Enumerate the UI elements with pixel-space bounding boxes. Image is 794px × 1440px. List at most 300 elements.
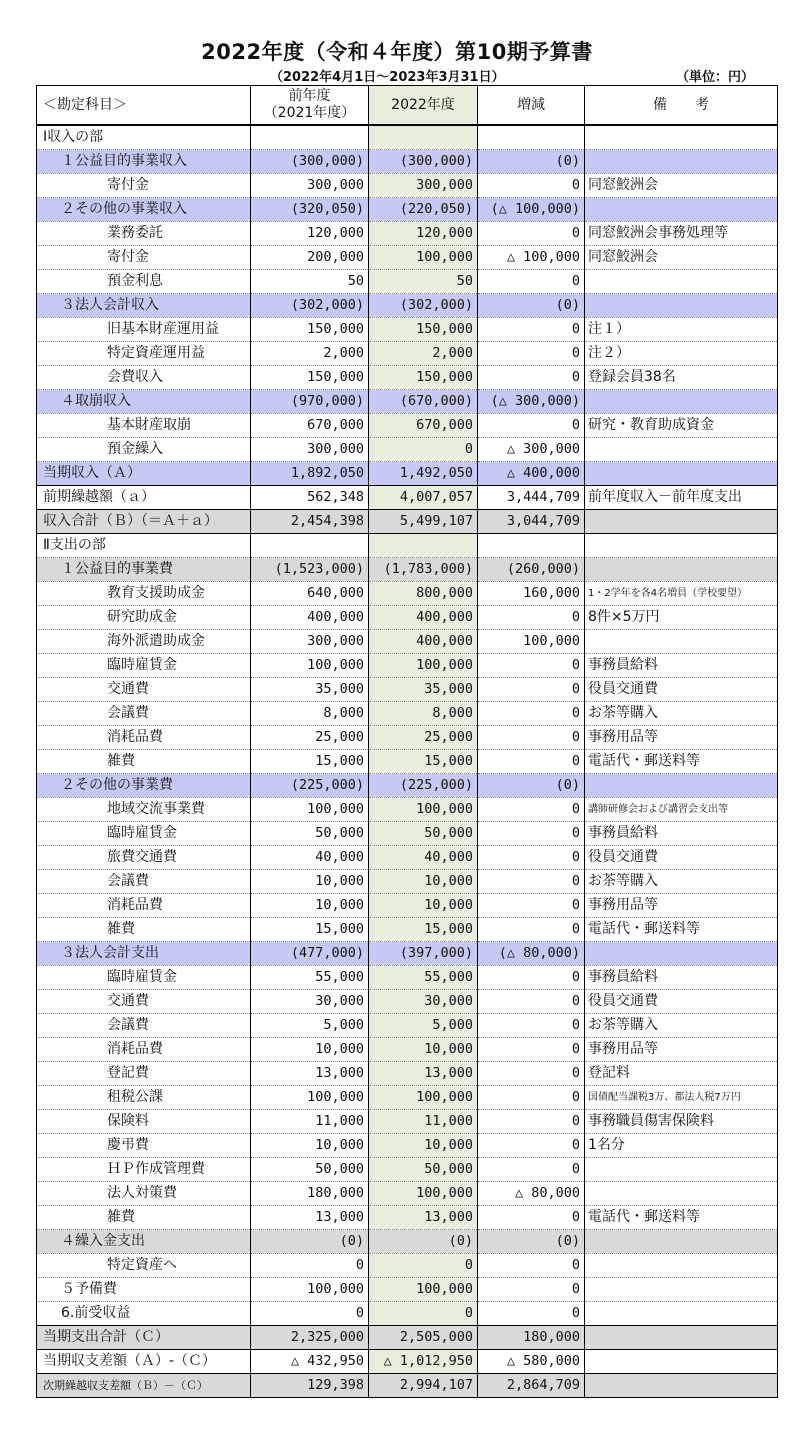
difference-value: 0	[478, 342, 585, 366]
prev-year-value: 180,000	[251, 1182, 369, 1206]
note-text: 8件×5万円	[585, 606, 778, 630]
table-row	[37, 125, 778, 150]
prev-year-value: 120,000	[251, 222, 369, 246]
difference-value: 0	[478, 366, 585, 390]
difference-value: 0	[478, 1302, 585, 1326]
note-text	[585, 1350, 778, 1374]
difference-value: 0	[478, 606, 585, 630]
note-text: 研究・教育助成資金	[585, 414, 778, 438]
table-row	[37, 438, 778, 462]
row-label: １公益目的事業収入	[37, 150, 251, 174]
table-row	[37, 390, 778, 414]
row-label: 雑費	[37, 1206, 251, 1230]
difference-value: (260,000)	[478, 558, 585, 582]
note-text: 役員交通費	[585, 678, 778, 702]
difference-value: △ 100,000	[478, 246, 585, 270]
table-row	[37, 510, 778, 534]
current-year-value: 0	[369, 1254, 478, 1278]
header-row	[37, 86, 778, 126]
difference-value: (△ 80,000)	[478, 942, 585, 966]
table-body	[37, 125, 778, 1398]
current-year-value: (225,000)	[369, 774, 478, 798]
note-text: 電話代・郵送料等	[585, 918, 778, 942]
current-year-value: 100,000	[369, 654, 478, 678]
current-year-value: 11,000	[369, 1110, 478, 1134]
note-text: 1・2学年を各4名増員（学校要望）	[585, 582, 778, 606]
row-label: Ⅱ支出の部	[37, 534, 251, 558]
current-year-value: 25,000	[369, 726, 478, 750]
difference-value: 0	[478, 1086, 585, 1110]
prev-year-value: 25,000	[251, 726, 369, 750]
table-row	[37, 1038, 778, 1062]
prev-year-value: 129,398	[251, 1374, 369, 1398]
prev-year-value: 10,000	[251, 1038, 369, 1062]
table-row	[37, 150, 778, 174]
prev-year-value: 13,000	[251, 1206, 369, 1230]
prev-year-value: 15,000	[251, 750, 369, 774]
row-label: 旅費交通費	[37, 846, 251, 870]
table-row	[37, 1374, 778, 1398]
prev-year-value: 40,000	[251, 846, 369, 870]
note-text: 登録会員38名	[585, 366, 778, 390]
note-text	[585, 1326, 778, 1350]
difference-value: 0	[478, 894, 585, 918]
note-text: 国債配当課税3万、都法人税7万円	[585, 1086, 778, 1110]
table-row	[37, 630, 778, 654]
table-row	[37, 462, 778, 486]
note-text: 同窓鮫洲会	[585, 246, 778, 270]
difference-value: △ 580,000	[478, 1350, 585, 1374]
table-row	[37, 582, 778, 606]
table-row	[37, 1230, 778, 1254]
difference-value: 0	[478, 1134, 585, 1158]
table-row	[37, 294, 778, 318]
table-row	[37, 198, 778, 222]
row-label: ２その他の事業収入	[37, 198, 251, 222]
row-label: 臨時雇賃金	[37, 654, 251, 678]
note-text: 役員交通費	[585, 990, 778, 1014]
table-row	[37, 1014, 778, 1038]
prev-year-value: 300,000	[251, 630, 369, 654]
current-year-value: 35,000	[369, 678, 478, 702]
row-label: 当期支出合計（Ｃ）	[37, 1326, 251, 1350]
note-text	[585, 294, 778, 318]
row-label: 臨時雇賃金	[37, 822, 251, 846]
fiscal-period: （2022年4月1日～2023年3月31日）	[270, 70, 505, 85]
table-row	[37, 1110, 778, 1134]
row-label: 消耗品費	[37, 1038, 251, 1062]
note-text	[585, 150, 778, 174]
table-row	[37, 318, 778, 342]
prev-year-value: 100,000	[251, 798, 369, 822]
table-row	[37, 750, 778, 774]
note-text: 講師研修会および講習会支出等	[585, 798, 778, 822]
row-label: Ⅰ収入の部	[37, 125, 251, 150]
table-row	[37, 702, 778, 726]
row-label: 会議費	[37, 702, 251, 726]
current-year-value: 10,000	[369, 870, 478, 894]
current-year-value: 4,007,057	[369, 486, 478, 510]
table-row	[37, 678, 778, 702]
difference-value: (△ 100,000)	[478, 198, 585, 222]
row-label: 特定資産へ	[37, 1254, 251, 1278]
table-row	[37, 942, 778, 966]
table-row	[37, 846, 778, 870]
table-row	[37, 1062, 778, 1086]
difference-value: 3,444,709	[478, 486, 585, 510]
unit-label: （単位：円）	[676, 70, 755, 85]
current-year-value: 2,994,107	[369, 1374, 478, 1398]
prev-year-value: 2,454,398	[251, 510, 369, 534]
row-label: 預金利息	[37, 270, 251, 294]
difference-value: △ 300,000	[478, 438, 585, 462]
row-label: ５予備費	[37, 1278, 251, 1302]
row-label: 次期繰越収支差額（Ｂ）－（Ｃ）	[37, 1374, 251, 1398]
row-label: 雑費	[37, 918, 251, 942]
row-label: ２その他の事業費	[37, 774, 251, 798]
difference-value: 0	[478, 414, 585, 438]
difference-value: 0	[478, 750, 585, 774]
header-curr: 2022年度	[369, 86, 478, 126]
note-text	[585, 1158, 778, 1182]
current-year-value: 55,000	[369, 966, 478, 990]
table-row	[37, 1278, 778, 1302]
prev-year-value: 5,000	[251, 1014, 369, 1038]
prev-year-value: 2,000	[251, 342, 369, 366]
note-text	[585, 1182, 778, 1206]
row-label: 雑費	[37, 750, 251, 774]
header-note: 備 考	[585, 86, 778, 126]
prev-year-value: 300,000	[251, 174, 369, 198]
note-text: 事務用品等	[585, 894, 778, 918]
note-text: 事務員給料	[585, 966, 778, 990]
difference-value: 2,864,709	[478, 1374, 585, 1398]
prev-year-value: 55,000	[251, 966, 369, 990]
row-label: 消耗品費	[37, 894, 251, 918]
note-text: お茶等購入	[585, 870, 778, 894]
table-row	[37, 654, 778, 678]
current-year-value: 15,000	[369, 918, 478, 942]
note-text: 注１）	[585, 318, 778, 342]
difference-value: (0)	[478, 1230, 585, 1254]
current-year-value: 100,000	[369, 1182, 478, 1206]
prev-year-value: 50	[251, 270, 369, 294]
current-year-value: 5,000	[369, 1014, 478, 1038]
current-year-value: 120,000	[369, 222, 478, 246]
prev-year-value: 640,000	[251, 582, 369, 606]
difference-value: 0	[478, 1278, 585, 1302]
note-text	[585, 1302, 778, 1326]
prev-year-value: △ 432,950	[251, 1350, 369, 1374]
note-text	[585, 942, 778, 966]
current-year-value: 300,000	[369, 174, 478, 198]
prev-year-value	[251, 534, 369, 558]
row-label: 消耗品費	[37, 726, 251, 750]
current-year-value	[369, 125, 478, 150]
difference-value: 0	[478, 966, 585, 990]
current-year-value: 5,499,107	[369, 510, 478, 534]
current-year-value: (0)	[369, 1230, 478, 1254]
note-text	[585, 774, 778, 798]
row-label: 預金繰入	[37, 438, 251, 462]
prev-year-value: (477,000)	[251, 942, 369, 966]
current-year-value: 400,000	[369, 606, 478, 630]
prev-year-value: (225,000)	[251, 774, 369, 798]
current-year-value: 30,000	[369, 990, 478, 1014]
table-row	[37, 174, 778, 198]
prev-year-value: (0)	[251, 1230, 369, 1254]
current-year-value: 150,000	[369, 366, 478, 390]
table-row	[37, 822, 778, 846]
current-year-value: 800,000	[369, 582, 478, 606]
prev-year-value: 35,000	[251, 678, 369, 702]
prev-year-value: 13,000	[251, 1062, 369, 1086]
current-year-value: 100,000	[369, 798, 478, 822]
note-text: お茶等購入	[585, 702, 778, 726]
difference-value: 0	[478, 726, 585, 750]
prev-year-value: 0	[251, 1254, 369, 1278]
document-title: 2022年度（令和４年度）第10期予算書	[201, 40, 593, 64]
row-label: ３法人会計支出	[37, 942, 251, 966]
current-year-value: (220,050)	[369, 198, 478, 222]
row-label: 業務委託	[37, 222, 251, 246]
prev-year-value: 200,000	[251, 246, 369, 270]
table-row	[37, 918, 778, 942]
row-label: 基本財産取崩	[37, 414, 251, 438]
row-label: 保険料	[37, 1110, 251, 1134]
row-label: 研究助成金	[37, 606, 251, 630]
table-row	[37, 774, 778, 798]
note-text: 事務員給料	[585, 654, 778, 678]
difference-value: 0	[478, 1038, 585, 1062]
table-row	[37, 966, 778, 990]
difference-value: 0	[478, 174, 585, 198]
row-label: 前期繰越額（ａ）	[37, 486, 251, 510]
prev-year-value: 50,000	[251, 822, 369, 846]
row-label: 寄付金	[37, 246, 251, 270]
difference-value: 0	[478, 678, 585, 702]
prev-year-value: (302,000)	[251, 294, 369, 318]
table-row	[37, 798, 778, 822]
note-text: 電話代・郵送料等	[585, 750, 778, 774]
current-year-value: 10,000	[369, 1038, 478, 1062]
table-row	[37, 1206, 778, 1230]
row-label: 海外派遣助成金	[37, 630, 251, 654]
note-text: 登記料	[585, 1062, 778, 1086]
table-row	[37, 366, 778, 390]
difference-value: 0	[478, 1014, 585, 1038]
current-year-value: (1,783,000)	[369, 558, 478, 582]
row-label: 会議費	[37, 1014, 251, 1038]
row-label: 交通費	[37, 678, 251, 702]
current-year-value: 400,000	[369, 630, 478, 654]
table-row	[37, 1254, 778, 1278]
row-label: 教育支援助成金	[37, 582, 251, 606]
row-label: 慶弔費	[37, 1134, 251, 1158]
row-label: 租税公課	[37, 1086, 251, 1110]
prev-year-value: 300,000	[251, 438, 369, 462]
difference-value: 0	[478, 1206, 585, 1230]
current-year-value: 50,000	[369, 822, 478, 846]
row-label: 当期収支差額（Ａ）-（Ｃ）	[37, 1350, 251, 1374]
row-label: 収入合計（Ｂ）（＝Ａ＋ａ）	[37, 510, 251, 534]
note-text	[585, 390, 778, 414]
note-text	[585, 270, 778, 294]
row-label: ＨＰ作成管理費	[37, 1158, 251, 1182]
table-row	[37, 534, 778, 558]
table-row	[37, 1326, 778, 1350]
note-text: 同窓鮫洲会事務処理等	[585, 222, 778, 246]
table-row	[37, 870, 778, 894]
prev-year-value: 30,000	[251, 990, 369, 1014]
table-row	[37, 486, 778, 510]
row-label: 会費収入	[37, 366, 251, 390]
note-text	[585, 462, 778, 486]
difference-value: 0	[478, 270, 585, 294]
header-prev: 前年度 （2021年度）	[251, 86, 369, 126]
difference-value: 160,000	[478, 582, 585, 606]
note-text	[585, 558, 778, 582]
current-year-value: 10,000	[369, 1134, 478, 1158]
prev-year-value: 50,000	[251, 1158, 369, 1182]
prev-year-value: (970,000)	[251, 390, 369, 414]
row-label: 法人対策費	[37, 1182, 251, 1206]
note-text	[585, 198, 778, 222]
table-row	[37, 246, 778, 270]
difference-value: 100,000	[478, 630, 585, 654]
note-text: お茶等購入	[585, 1014, 778, 1038]
note-text: 事務用品等	[585, 726, 778, 750]
current-year-value: (300,000)	[369, 150, 478, 174]
table-row	[37, 414, 778, 438]
current-year-value: △ 1,012,950	[369, 1350, 478, 1374]
current-year-value: 50	[369, 270, 478, 294]
prev-year-value: 11,000	[251, 1110, 369, 1134]
prev-year-value: (1,523,000)	[251, 558, 369, 582]
prev-year-value: (320,050)	[251, 198, 369, 222]
difference-value: 0	[478, 846, 585, 870]
note-text: 事務職員傷害保険料	[585, 1110, 778, 1134]
difference-value: (0)	[478, 774, 585, 798]
row-label: ４取崩収入	[37, 390, 251, 414]
prev-year-value: 670,000	[251, 414, 369, 438]
difference-value: 0	[478, 990, 585, 1014]
prev-year-value: 10,000	[251, 870, 369, 894]
prev-year-value: (300,000)	[251, 150, 369, 174]
row-label: 会議費	[37, 870, 251, 894]
current-year-value: (397,000)	[369, 942, 478, 966]
prev-year-value: 100,000	[251, 1278, 369, 1302]
current-year-value: (670,000)	[369, 390, 478, 414]
difference-value: △ 80,000	[478, 1182, 585, 1206]
row-label: １公益目的事業費	[37, 558, 251, 582]
note-text	[585, 1254, 778, 1278]
note-text: 事務員給料	[585, 822, 778, 846]
current-year-value	[369, 534, 478, 558]
table-row	[37, 1302, 778, 1326]
prev-year-value: 562,348	[251, 486, 369, 510]
prev-year-value: 10,000	[251, 894, 369, 918]
table-row	[37, 990, 778, 1014]
current-year-value: 1,492,050	[369, 462, 478, 486]
table-row	[37, 894, 778, 918]
prev-year-value: 1,892,050	[251, 462, 369, 486]
note-text	[585, 125, 778, 150]
current-year-value: 13,000	[369, 1062, 478, 1086]
difference-value: (0)	[478, 150, 585, 174]
current-year-value: 100,000	[369, 246, 478, 270]
current-year-value: 670,000	[369, 414, 478, 438]
current-year-value: 2,000	[369, 342, 478, 366]
table-row	[37, 270, 778, 294]
row-label: 特定資産運用益	[37, 342, 251, 366]
difference-value: 0	[478, 1158, 585, 1182]
current-year-value: 2,505,000	[369, 1326, 478, 1350]
difference-value: 0	[478, 654, 585, 678]
prev-year-value: 8,000	[251, 702, 369, 726]
prev-year-value: 100,000	[251, 1086, 369, 1110]
difference-value: 0	[478, 918, 585, 942]
note-text	[585, 1278, 778, 1302]
note-text: 前年度収入－前年度支出	[585, 486, 778, 510]
current-year-value: 13,000	[369, 1206, 478, 1230]
current-year-value: 50,000	[369, 1158, 478, 1182]
difference-value	[478, 534, 585, 558]
prev-year-value: 100,000	[251, 654, 369, 678]
difference-value: 0	[478, 702, 585, 726]
header-diff: 増減	[478, 86, 585, 126]
table-row	[37, 606, 778, 630]
difference-value: (△ 300,000)	[478, 390, 585, 414]
row-label: 旧基本財産運用益	[37, 318, 251, 342]
current-year-value: 10,000	[369, 894, 478, 918]
row-label: 登記費	[37, 1062, 251, 1086]
table-row	[37, 1134, 778, 1158]
table-row	[37, 342, 778, 366]
note-text	[585, 1374, 778, 1398]
prev-year-value: 150,000	[251, 366, 369, 390]
current-year-value: 150,000	[369, 318, 478, 342]
prev-year-value: 15,000	[251, 918, 369, 942]
difference-value: 0	[478, 222, 585, 246]
current-year-value: 8,000	[369, 702, 478, 726]
difference-value: 0	[478, 870, 585, 894]
difference-value: △ 400,000	[478, 462, 585, 486]
row-label: ３法人会計収入	[37, 294, 251, 318]
row-label: 臨時雇賃金	[37, 966, 251, 990]
table-row	[37, 222, 778, 246]
table-row	[37, 558, 778, 582]
note-text: 注２）	[585, 342, 778, 366]
note-text: 1名分	[585, 1134, 778, 1158]
note-text	[585, 630, 778, 654]
difference-value: 0	[478, 798, 585, 822]
row-label: 当期収入（Ａ）	[37, 462, 251, 486]
current-year-value: (302,000)	[369, 294, 478, 318]
note-text: 事務用品等	[585, 1038, 778, 1062]
difference-value: 3,044,709	[478, 510, 585, 534]
budget-table	[36, 85, 778, 1398]
current-year-value: 40,000	[369, 846, 478, 870]
note-text: 電話代・郵送料等	[585, 1206, 778, 1230]
note-text	[585, 510, 778, 534]
difference-value: 0	[478, 1062, 585, 1086]
row-label: 交通費	[37, 990, 251, 1014]
difference-value	[478, 125, 585, 150]
row-label: 6.前受収益	[37, 1302, 251, 1326]
current-year-value: 0	[369, 1302, 478, 1326]
difference-value: 0	[478, 1110, 585, 1134]
